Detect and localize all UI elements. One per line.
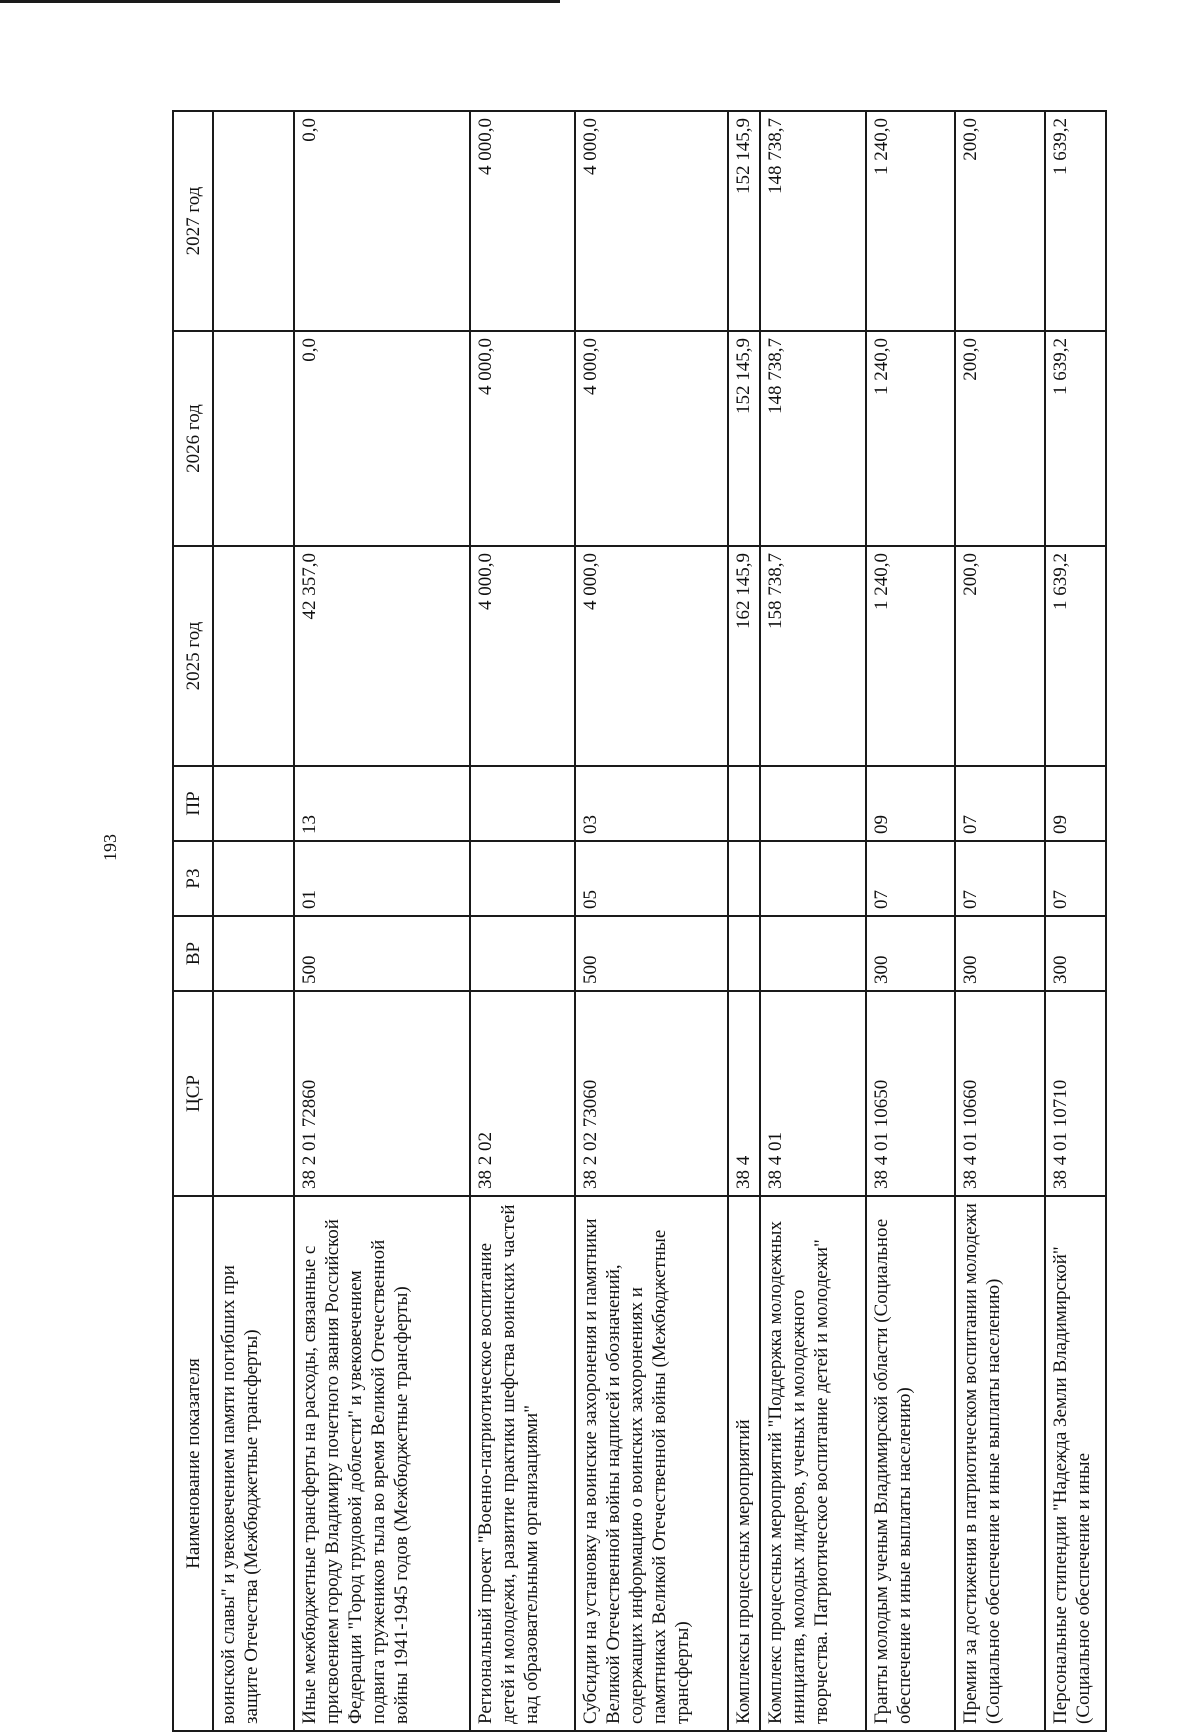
cell-2025: 1 240,0 xyxy=(866,546,956,766)
cell-2027 xyxy=(213,111,294,331)
cell-csr: 38 4 01 10650 xyxy=(866,991,956,1196)
header-csr: ЦСР xyxy=(173,991,213,1196)
cell-2026: 200,0 xyxy=(955,331,1045,546)
header-2026: 2026 год xyxy=(173,331,213,546)
cell-2027: 1 240,0 xyxy=(866,111,956,331)
cell-2025: 200,0 xyxy=(955,546,1045,766)
cell-name: Комплекс процессных мероприятий "Поддержка молодежных инициатив, молодых лидеров, ученых и молодежного творчества. Патриотическое воспитание детей и молодежи" xyxy=(760,1196,866,1731)
cell-2027: 4 000,0 xyxy=(575,111,728,331)
cell-csr: 38 2 02 xyxy=(470,991,576,1196)
rotated-table-wrapper xyxy=(172,112,1107,1732)
cell-pr xyxy=(213,766,294,841)
cell-2025: 42 357,0 xyxy=(294,546,469,766)
cell-rz xyxy=(470,841,576,916)
cell-pr xyxy=(728,766,760,841)
cell-2026: 4 000,0 xyxy=(470,331,576,546)
cell-2026: 1 240,0 xyxy=(866,331,956,546)
cell-name: Персональные стипендии "Надежда Земли Владимирской" (Социальное обеспечение и иные xyxy=(1045,1196,1106,1731)
cell-rz: 07 xyxy=(955,841,1045,916)
cell-name: Региональный проект "Военно-патриотическое воспитание детей и молодежи, развитие практики шефства воинских частей над образовательными организациями" xyxy=(470,1196,576,1731)
top-rule xyxy=(0,0,560,3)
cell-rz: 07 xyxy=(866,841,956,916)
cell-rz xyxy=(728,841,760,916)
cell-2027: 0,0 xyxy=(294,111,469,331)
cell-vr: 300 xyxy=(866,916,956,991)
header-pr: ПР xyxy=(173,766,213,841)
cell-csr: 38 4 01 10710 xyxy=(1045,991,1106,1196)
cell-2026: 4 000,0 xyxy=(575,331,728,546)
header-2025: 2025 год xyxy=(173,546,213,766)
cell-vr xyxy=(213,916,294,991)
table-row xyxy=(213,111,294,1731)
cell-csr xyxy=(213,991,294,1196)
table-row xyxy=(470,111,576,1731)
cell-2027: 152 145,9 xyxy=(728,111,760,331)
cell-csr: 38 4 xyxy=(728,991,760,1196)
budget-table xyxy=(172,110,1107,1732)
table-header-row xyxy=(173,111,213,1731)
table-row xyxy=(1045,111,1106,1731)
cell-vr: 300 xyxy=(1045,916,1106,991)
cell-pr: 03 xyxy=(575,766,728,841)
table-row xyxy=(866,111,956,1731)
cell-name: воинской славы" и увековечением памяти погибших при защите Отечества (Межбюджетные трансферты) xyxy=(213,1196,294,1731)
cell-pr xyxy=(760,766,866,841)
header-name: Наименование показателя xyxy=(173,1196,213,1731)
cell-name: Субсидии на установку на воинские захоронения и памятники Великой Отечественной войны надписей и обозначений, содержащих информацию о воинских захоронениях и памятниках Великой Отечественной войны (Межбюджетные трансферты) xyxy=(575,1196,728,1731)
table-row xyxy=(575,111,728,1731)
table-row xyxy=(760,111,866,1731)
cell-2025: 4 000,0 xyxy=(575,546,728,766)
cell-name: Премии за достижения в патриотическом воспитании молодежи (Социальное обеспечение и иные выплаты населению) xyxy=(955,1196,1045,1731)
cell-name: Иные межбюджетные трансферты на расходы, связанные с присвоением городу Владимиру почетного звания Российской Федерации "Город трудовой доблести" и увековечением подвига тружеников тыла во время Великой Отечественной войны 1941-1945 годов (Межбюджетные трансферты) xyxy=(294,1196,469,1731)
cell-vr: 500 xyxy=(294,916,469,991)
cell-rz xyxy=(213,841,294,916)
cell-csr: 38 2 01 72860 xyxy=(294,991,469,1196)
cell-2027: 1 639,2 xyxy=(1045,111,1106,331)
cell-vr: 300 xyxy=(955,916,1045,991)
cell-vr xyxy=(728,916,760,991)
cell-rz: 07 xyxy=(1045,841,1106,916)
table-row xyxy=(294,111,469,1731)
cell-2027: 4 000,0 xyxy=(470,111,576,331)
cell-2027: 200,0 xyxy=(955,111,1045,331)
cell-csr: 38 2 02 73060 xyxy=(575,991,728,1196)
cell-csr: 38 4 01 10660 xyxy=(955,991,1045,1196)
cell-2025: 158 738,7 xyxy=(760,546,866,766)
cell-pr xyxy=(470,766,576,841)
cell-2025 xyxy=(213,546,294,766)
cell-2026: 148 738,7 xyxy=(760,331,866,546)
cell-pr: 09 xyxy=(866,766,956,841)
cell-name: Гранты молодым ученым Владимирской области (Социальное обеспечение и иные выплаты населению) xyxy=(866,1196,956,1731)
cell-2026: 152 145,9 xyxy=(728,331,760,546)
table-row xyxy=(728,111,760,1731)
cell-2025: 1 639,2 xyxy=(1045,546,1106,766)
cell-name: Комплексы процессных мероприятий xyxy=(728,1196,760,1731)
cell-vr xyxy=(470,916,576,991)
cell-pr: 09 xyxy=(1045,766,1106,841)
cell-pr: 07 xyxy=(955,766,1045,841)
header-2027: 2027 год xyxy=(173,111,213,331)
cell-pr: 13 xyxy=(294,766,469,841)
cell-rz: 01 xyxy=(294,841,469,916)
cell-rz: 05 xyxy=(575,841,728,916)
cell-2025: 4 000,0 xyxy=(470,546,576,766)
cell-2027: 148 738,7 xyxy=(760,111,866,331)
header-vr: ВР xyxy=(173,916,213,991)
table-row xyxy=(955,111,1045,1731)
cell-2026 xyxy=(213,331,294,546)
cell-vr: 500 xyxy=(575,916,728,991)
cell-rz xyxy=(760,841,866,916)
page-number: 193 xyxy=(100,834,120,861)
cell-2026: 0,0 xyxy=(294,331,469,546)
header-rz: РЗ xyxy=(173,841,213,916)
cell-csr: 38 4 01 xyxy=(760,991,866,1196)
cell-2026: 1 639,2 xyxy=(1045,331,1106,546)
cell-vr xyxy=(760,916,866,991)
cell-2025: 162 145,9 xyxy=(728,546,760,766)
